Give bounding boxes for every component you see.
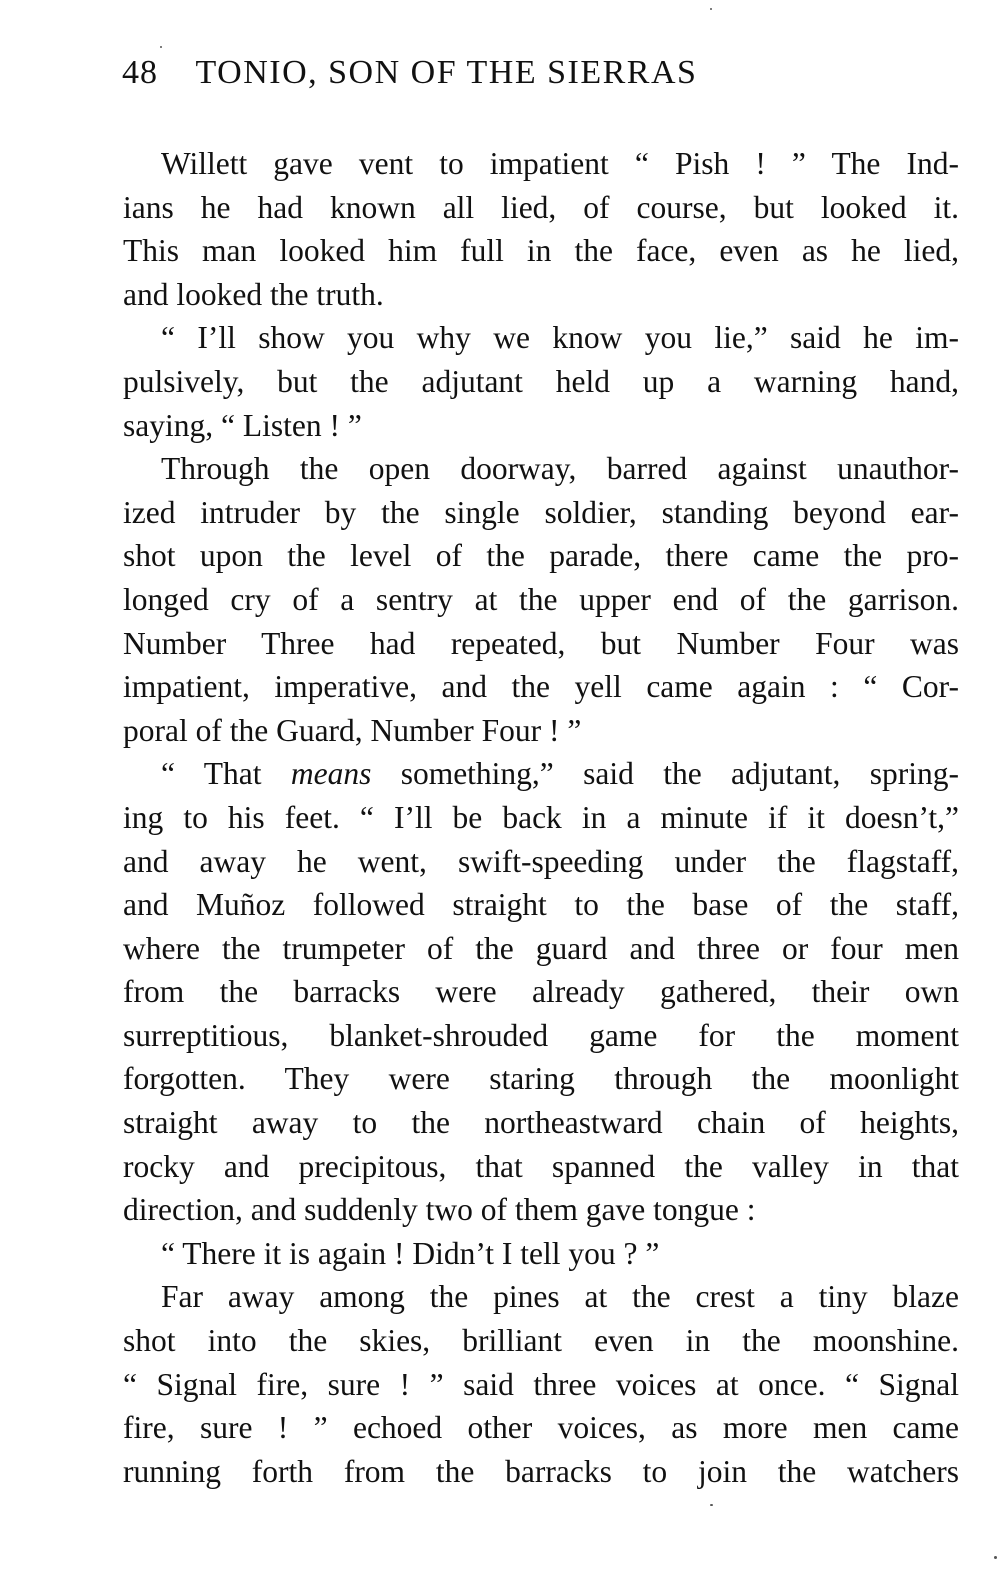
ink-speck [160, 46, 162, 48]
text-line: running forth from the barracks to join the watchers [123, 1453, 959, 1489]
text-line: ians he had known all lied, of course, but looked it. [123, 189, 959, 225]
ink-speck [710, 8, 712, 10]
running-header [122, 54, 962, 102]
text-line: impatient, imperative, and the yell came again : “ Cor- [123, 669, 959, 705]
running-title: TONIO, SON OF THE SIERRAS [195, 54, 698, 91]
ink-speck [710, 1504, 713, 1506]
text-line: ing to his feet. “ I’ll be back in a minute if it doesn’t,” [123, 799, 959, 835]
text-fragment: something,” said the adjutant, spring- [371, 756, 959, 792]
text-line: “ Signal fire, sure ! ” said three voices at once. “ Signal [123, 1366, 959, 1402]
text-line: direction, and suddenly two of them gave tongue : [123, 1192, 756, 1228]
text-line: fire, sure ! ” echoed other voices, as more men came [123, 1410, 959, 1446]
text-line: and Muñoz followed straight to the base of the staff, [123, 887, 959, 923]
text-line: poral of the Guard, Number Four ! ” [123, 712, 582, 748]
italic-emphasis: means [290, 756, 372, 792]
text-line: shot into the skies, brilliant even in the moonshine. [123, 1323, 959, 1359]
text-line: Far away among the pines at the crest a tiny blaze [161, 1279, 959, 1315]
text-line: Willett gave vent to impatient “ Pish ! ” The Ind- [161, 146, 959, 181]
text-line: shot upon the level of the parade, there came the pro- [123, 538, 959, 574]
text-line: rocky and precipitous, that spanned the valley in that [123, 1148, 959, 1184]
text-fragment: “ That [161, 756, 291, 792]
text-line: pulsively, but the adjutant held up a warning hand, [123, 363, 959, 399]
page-number: 48 [122, 54, 158, 91]
text-line: from the barracks were already gathered, their own [123, 974, 959, 1010]
text-line: surreptitious, blanket-shrouded game for the moment [123, 1017, 959, 1053]
text-line: and away he went, swift-speeding under the flagstaff, [123, 843, 959, 879]
text-line: ized intruder by the single soldier, standing beyond ear- [123, 494, 959, 530]
text-line: where the trumpeter of the guard and three or four men [123, 930, 959, 966]
text-line: Number Three had repeated, but Number Four was [123, 625, 959, 661]
text-line: This man looked him full in the face, even as he lied, [123, 233, 959, 269]
text-line: “ I’ll show you why we know you lie,” said he im- [161, 320, 959, 356]
text-line: straight away to the northeastward chain of heights, [123, 1105, 959, 1141]
body-text [123, 142, 959, 1493]
text-line: saying, “ Listen ! ” [123, 407, 362, 443]
text-line: forgotten. They were staring through the moonlight [123, 1061, 959, 1097]
text-line: and looked the truth. [123, 276, 384, 312]
text-line: longed cry of a sentry at the upper end of the garrison. [123, 581, 959, 617]
text-line: Through the open doorway, barred against unauthor- [161, 451, 959, 487]
text-line: “ There it is again ! Didn’t I tell you ? ” [161, 1235, 660, 1271]
ink-speck [994, 1556, 997, 1559]
text-line-mixed [123, 752, 959, 796]
